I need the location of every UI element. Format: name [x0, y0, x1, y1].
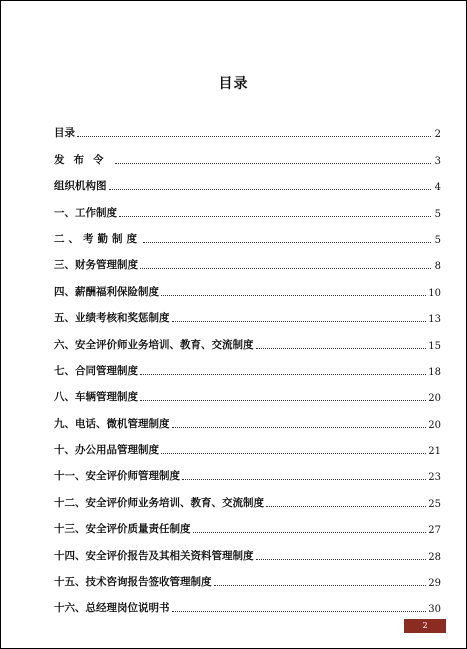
toc-entry-label: 九、电话、微机管理制度: [54, 417, 170, 430]
toc-leader-dots: [119, 216, 431, 217]
toc-entry[interactable]: [54, 140, 441, 166]
toc-entry-label: 十二、安全评价师业务培训、教育、交流制度: [54, 496, 264, 509]
toc-entry-page: 20: [428, 419, 441, 431]
toc-leader-dots: [256, 348, 427, 349]
toc-leader-dots: [266, 506, 426, 507]
toc-entry-label: 三、财务管理制度: [54, 259, 138, 272]
toc-entry-label: 二、考勤制度: [54, 232, 141, 245]
toc-entry-page: 13: [428, 314, 441, 326]
toc-leader-dots: [193, 532, 427, 533]
toc-title: 目录: [218, 76, 249, 92]
toc-entry-page: 30: [428, 604, 441, 616]
toc-leader-dots: [143, 242, 431, 243]
toc-entry[interactable]: [54, 483, 441, 509]
toc-leader-dots: [161, 295, 426, 296]
toc-entry-page: 8: [434, 261, 441, 273]
toc-entry-page: 28: [428, 551, 441, 563]
toc-entry-label: 五、业绩考核和奖惩制度: [54, 312, 170, 325]
toc-entry[interactable]: [54, 193, 441, 219]
toc-entry-label: 十六、总经理岗位说明书: [54, 602, 170, 615]
toc-entry[interactable]: [54, 563, 441, 589]
toc-entry-label: 发布令: [54, 153, 113, 166]
toc-leader-dots: [140, 374, 426, 375]
toc-entry-label: 八、车辆管理制度: [54, 391, 138, 404]
toc-entry-page: 27: [428, 525, 441, 537]
toc-entry-page: 15: [428, 340, 441, 352]
toc-entry-label: 七、合同管理制度: [54, 364, 138, 377]
toc-entry-page: 5: [434, 208, 441, 220]
toc-leader-dots: [172, 611, 427, 612]
toc-entry[interactable]: [54, 510, 441, 536]
toc-entry[interactable]: [54, 167, 441, 193]
toc-entry-page: 20: [428, 393, 441, 405]
toc-entry[interactable]: [54, 299, 441, 325]
toc-entry-label: 一、工作制度: [54, 206, 117, 219]
toc-entry-label: 十三、安全评价质量责任制度: [54, 523, 191, 536]
toc-leader-dots: [161, 453, 426, 454]
toc-entry-page: 23: [428, 472, 441, 484]
toc-entry[interactable]: [54, 536, 441, 562]
toc-entry-page: 25: [428, 498, 441, 510]
toc-entry-page: 21: [428, 446, 441, 458]
toc-entry-page: 29: [428, 578, 441, 590]
toc-leader-dots: [214, 585, 427, 586]
toc-entry[interactable]: [54, 220, 441, 246]
toc-entry[interactable]: [54, 404, 441, 430]
toc-entry-page: 18: [428, 366, 441, 378]
toc-entry[interactable]: [54, 114, 441, 140]
toc-entry[interactable]: [54, 589, 441, 615]
toc-entry[interactable]: [54, 325, 441, 351]
toc-entry-label: 十一、安全评价师管理制度: [54, 470, 180, 483]
toc-entry[interactable]: [54, 272, 441, 298]
toc-entry-label: 六、安全评价师业务培训、教育、交流制度: [54, 338, 254, 351]
toc-entry-page: 10: [428, 287, 441, 299]
toc-leader-dots: [77, 136, 431, 137]
toc-entry-label: 四、薪酬福利保险制度: [54, 285, 159, 298]
toc-leader-dots: [256, 559, 427, 560]
toc-leader-dots: [172, 427, 427, 428]
toc-leader-dots: [172, 321, 427, 322]
toc-entry-label: 目录: [54, 127, 75, 140]
toc-leader-dots: [140, 268, 431, 269]
toc-entry-label: 组织机构图: [54, 180, 107, 193]
toc-entry-page: 5: [434, 234, 441, 246]
table-of-contents: [54, 114, 441, 615]
footer-page-number: 2: [404, 619, 446, 633]
toc-leader-dots: [109, 189, 432, 190]
toc-entry-page: 3: [434, 155, 441, 167]
toc-entry-page: 4: [434, 182, 441, 194]
toc-entry-label: 十四、安全评价报告及其相关资料管理制度: [54, 549, 254, 562]
toc-entry-label: 十、办公用品管理制度: [54, 444, 159, 457]
toc-entry[interactable]: [54, 246, 441, 272]
toc-leader-dots: [140, 400, 426, 401]
toc-entry[interactable]: [54, 431, 441, 457]
toc-leader-dots: [182, 479, 426, 480]
toc-entry-label: 十五、技术咨询报告签收管理制度: [54, 576, 212, 589]
toc-entry[interactable]: [54, 457, 441, 483]
toc-entry[interactable]: [54, 378, 441, 404]
toc-entry[interactable]: [54, 352, 441, 378]
toc-leader-dots: [115, 163, 432, 164]
toc-entry-page: 2: [434, 129, 441, 141]
